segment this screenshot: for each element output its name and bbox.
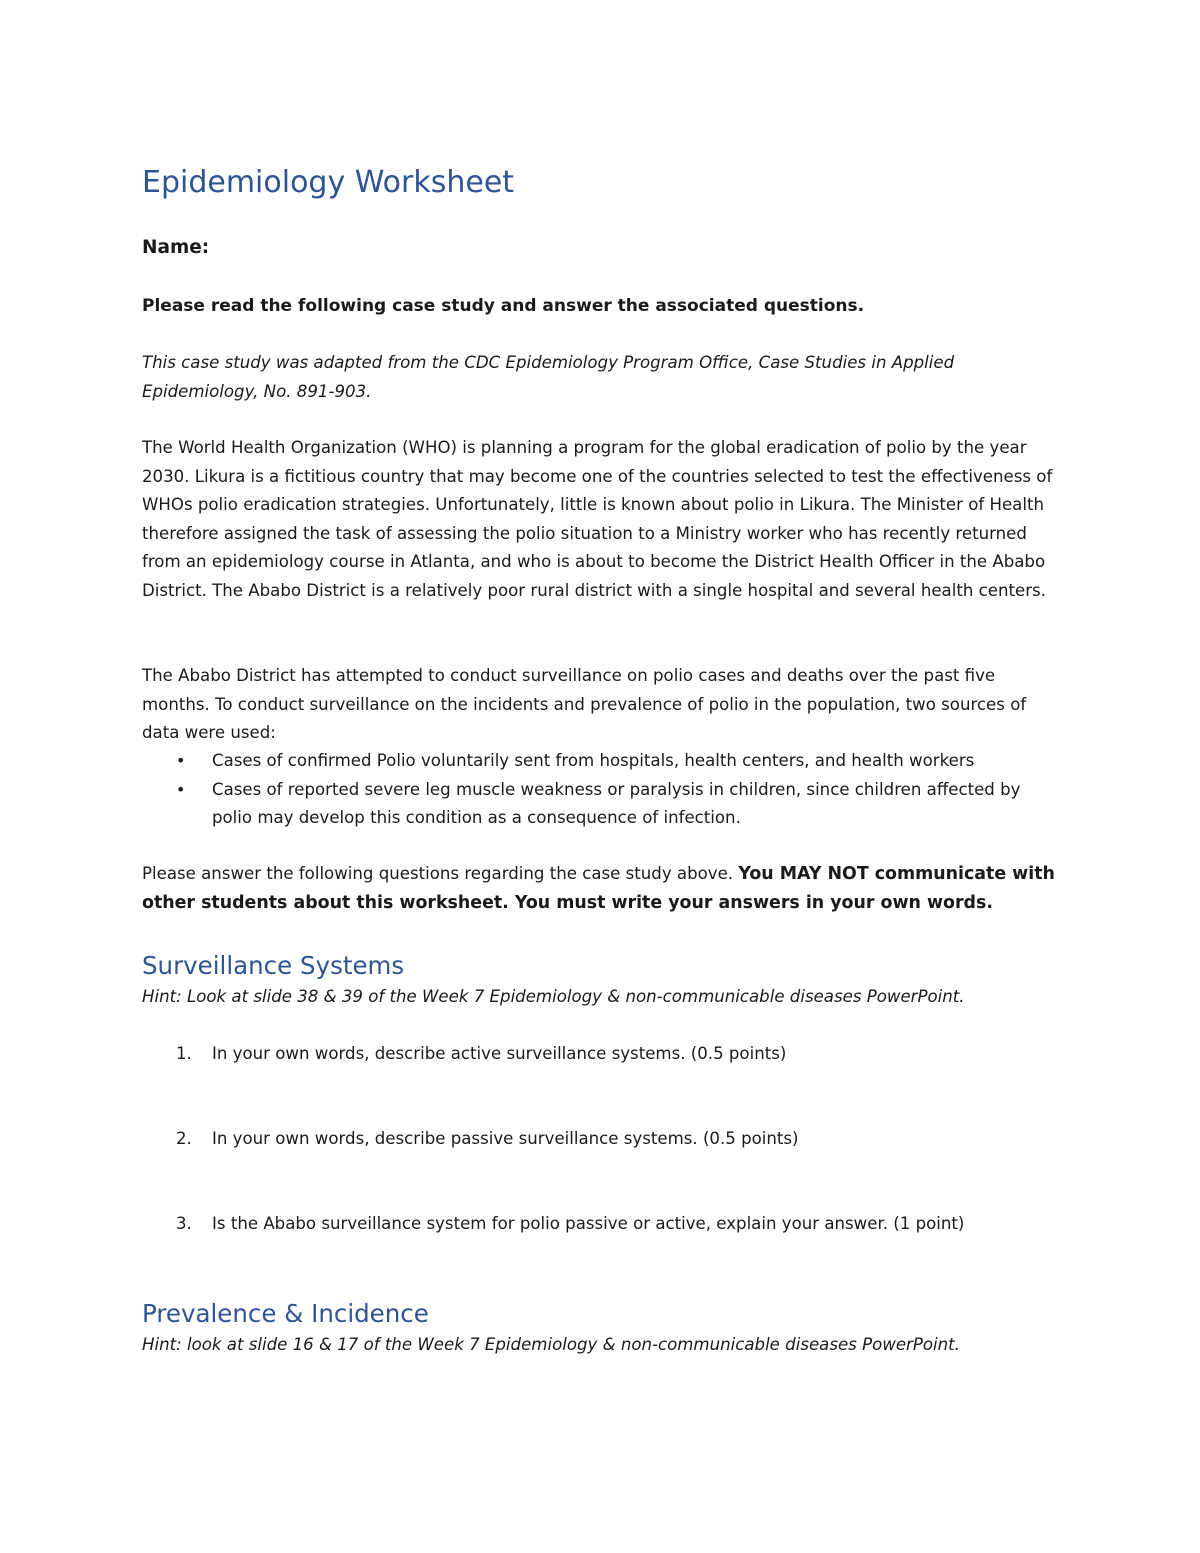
- citation-text: This case study was adapted from the CDC Epidemiology Program Office, Case Studies in Applied Epidemiology, No. 891-903.: [142, 353, 955, 401]
- list-item-text: Cases of reported severe leg muscle weakness or paralysis in children, since children affected by polio may develop this condition as a consequence of infection.: [212, 779, 1021, 827]
- case-study-paragraph-2: The Ababo District has attempted to conduct surveillance on polio cases and deaths over the past five months. To conduct surveillance on the incidents and prevalence of polio in the population, two sources of data were used:: [142, 666, 1027, 742]
- bullet-icon: •: [176, 779, 186, 799]
- question-text: Is the Ababo surveillance system for polio passive or active, explain your answer. (1 point): [212, 1214, 965, 1233]
- list-item: [142, 747, 1057, 776]
- instructions-text: Please read the following case study and answer the associated questions.: [142, 296, 865, 316]
- hint-surveillance: Hint: Look at slide 38 & 39 of the Week 7 Epidemiology & non-communicable diseases PowerPoint.: [142, 987, 965, 1006]
- hint-prevalence: Hint: look at slide 16 & 17 of the Week 7 Epidemiology & non-communicable diseases PowerPoint.: [142, 1335, 960, 1354]
- name-label: Name:: [142, 237, 210, 258]
- answer-instructions-text: Please answer the following questions regarding the case study above.: [142, 864, 739, 883]
- data-sources-list: [142, 747, 1057, 833]
- section-heading-prevalence: Prevalence & Incidence: [142, 1299, 429, 1328]
- list-item: [142, 776, 1057, 833]
- bullet-icon: •: [176, 751, 186, 770]
- section-heading-surveillance: Surveillance Systems: [142, 951, 405, 980]
- answer-instructions: [142, 860, 1057, 917]
- case-study-paragraph-1: The World Health Organization (WHO) is planning a program for the global eradication of polio by the year 2030. Likura is a fictitious country that may become one of the countries selected to test the effectiveness of WHOs polio eradication strategies. Unfortunately, little is known about polio in Likura. The Minister of Health therefore assigned the task of assessing the polio situation to a Ministry worker who has recently returned from an epidemiology course in Atlanta, and who is about to become the District Health Officer in the Ababo District. The Ababo District is a relatively poor rural district with a single hospital and several health centers.: [142, 438, 1053, 600]
- document-title: Epidemiology Worksheet: [142, 165, 515, 200]
- academic-integrity-notice: You MAY NOT communicate with other students about this worksheet. You must write your answers in your own words.: [142, 864, 1055, 913]
- list-item-text: Cases of confirmed Polio voluntarily sent from hospitals, health centers, and health workers: [212, 751, 975, 770]
- question-number: 3.: [176, 1214, 192, 1233]
- question-text: In your own words, describe passive surveillance systems. (0.5 points): [212, 1129, 799, 1148]
- question-number: 1.: [176, 1044, 192, 1063]
- question-number: 2.: [176, 1129, 192, 1148]
- question-text: In your own words, describe active surveillance systems. (0.5 points): [212, 1044, 787, 1063]
